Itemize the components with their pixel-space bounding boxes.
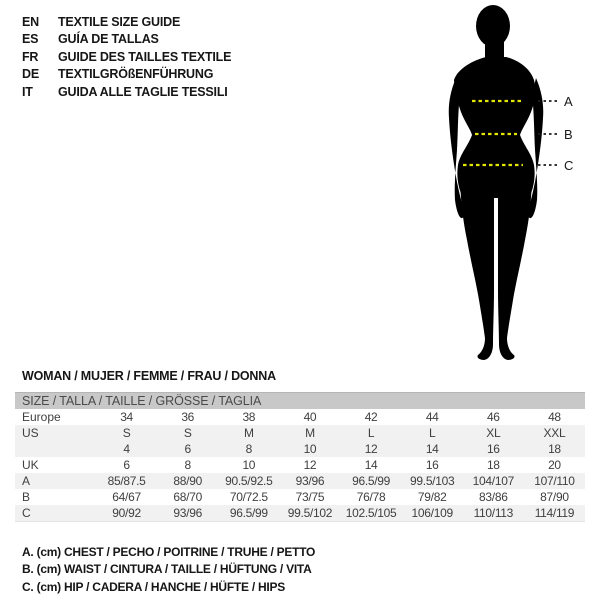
size-cell: L: [429, 426, 436, 440]
size-cell: 20: [548, 458, 561, 472]
size-cell: 110/113: [473, 506, 514, 520]
size-cell: 79/82: [417, 490, 447, 504]
size-cell: 99.5/102: [287, 506, 333, 520]
size-cell: 38: [242, 410, 256, 424]
size-cell: 4: [123, 442, 130, 456]
size-cell: 83/86: [479, 490, 508, 504]
language-code: IT: [22, 84, 33, 99]
language-row: [22, 48, 231, 66]
language-row: [22, 83, 231, 101]
size-cell: 76/78: [356, 490, 386, 504]
size-cell: 88/90: [173, 474, 202, 488]
table-row: [15, 457, 585, 473]
table-row: [15, 409, 585, 425]
row-label: C: [22, 506, 31, 520]
size-cell: L: [367, 426, 375, 440]
size-cell: 44: [425, 410, 439, 424]
size-cell: 70/72.5: [229, 490, 268, 504]
size-cell: 90/92: [112, 506, 141, 520]
size-cell: 87/90: [540, 490, 569, 504]
language-label: GUÍA DE TALLAS: [58, 32, 159, 47]
size-cell: 42: [364, 410, 378, 424]
size-cell: 90.5/92.5: [225, 474, 273, 488]
size-cell: 8: [184, 458, 191, 472]
size-cell: 99.5/103: [410, 474, 455, 488]
size-cell: M: [305, 426, 315, 440]
woman-silhouette: [449, 5, 543, 360]
row-label: Europe: [22, 410, 61, 424]
size-cell: 93/96: [295, 474, 325, 488]
size-cell: 40: [303, 410, 317, 424]
size-cell: 10: [242, 458, 256, 472]
size-cell: 46: [486, 410, 500, 424]
row-label: [15, 441, 96, 457]
size-cell: 96.5/99: [352, 474, 391, 488]
woman-silhouette-graphic: [430, 0, 600, 370]
marker-label-c: C: [564, 158, 574, 173]
language-code: ES: [22, 32, 39, 47]
language-label: GUIDE DES TAILLES TEXTILE: [58, 49, 232, 64]
size-cell: 36: [181, 410, 195, 424]
language-label: GUIDA ALLE TAGLIE TESSILI: [58, 84, 228, 99]
row-label: B: [22, 490, 31, 504]
measure-legend: [22, 543, 315, 596]
size-cell: 85/87.5: [107, 474, 146, 488]
row-label: US: [22, 426, 39, 440]
size-cell: 104/107: [472, 474, 514, 488]
size-cell: 18: [486, 458, 500, 472]
size-cell: 16: [486, 442, 500, 456]
row-label: UK: [22, 458, 39, 472]
legend-line: C. (cm) HIP / CADERA / HANCHE / HÜFTE / HIPS: [22, 579, 286, 594]
size-cell: 14: [425, 442, 439, 456]
size-cell: 93/96: [173, 506, 202, 520]
size-cell: 14: [364, 458, 378, 472]
size-cell: 73/75: [295, 490, 325, 504]
size-cell: 12: [364, 442, 378, 456]
legend-line: B. (cm) WAIST / CINTURA / TAILLE / HÜFTUNG / VITA: [22, 562, 312, 577]
size-cell: 12: [303, 458, 317, 472]
size-cell: 10: [303, 442, 317, 456]
language-label: TEXTILGRÖßENFÜHRUNG: [58, 67, 214, 82]
size-cell: XL: [486, 426, 501, 440]
size-table: [15, 392, 585, 522]
table-row: [15, 489, 585, 505]
size-cell: 102.5/105: [345, 506, 397, 520]
table-title: WOMAN / MUJER / FEMME / FRAU / DONNA: [22, 369, 276, 383]
table-row: [15, 425, 585, 441]
size-cell: 16: [425, 458, 439, 472]
size-cell: 107/110: [534, 474, 575, 488]
row-label: A: [22, 474, 31, 488]
size-cell: S: [183, 426, 192, 440]
size-cell: 64/67: [112, 490, 141, 504]
size-cell: 106/109: [411, 506, 453, 520]
language-label: TEXTILE SIZE GUIDE: [58, 14, 181, 29]
size-table-header: SIZE / TALLA / TAILLE / GRÖSSE / TAGLIA: [15, 392, 585, 409]
size-cell: 34: [120, 410, 133, 424]
language-code: EN: [22, 14, 39, 29]
size-cell: 96.5/99: [229, 506, 268, 520]
size-cell: 68/70: [173, 490, 202, 504]
language-row: [22, 31, 231, 49]
legend-line: A. (cm) CHEST / PECHO / POITRINE / TRUHE / PETTO: [22, 544, 316, 559]
size-cell: 8: [245, 442, 252, 456]
size-cell: 18: [548, 442, 561, 456]
marker-label-a: A: [564, 94, 573, 109]
language-code: FR: [22, 49, 39, 64]
size-cell: 6: [184, 442, 191, 456]
size-table-body: [15, 409, 585, 522]
language-row: [22, 66, 231, 84]
marker-label-b: B: [564, 127, 573, 142]
size-cell: M: [243, 426, 254, 440]
table-row: [15, 505, 585, 521]
table-row: [15, 473, 585, 489]
size-cell: S: [122, 426, 131, 440]
language-row: [22, 13, 231, 31]
size-cell: 48: [548, 410, 561, 424]
language-code: DE: [22, 67, 39, 82]
language-list: [22, 13, 231, 101]
size-cell: 114/119: [534, 506, 575, 520]
figure-area: [430, 0, 600, 370]
size-cell: 6: [123, 458, 130, 472]
table-row: [15, 441, 585, 457]
size-cell: XXL: [543, 426, 566, 440]
